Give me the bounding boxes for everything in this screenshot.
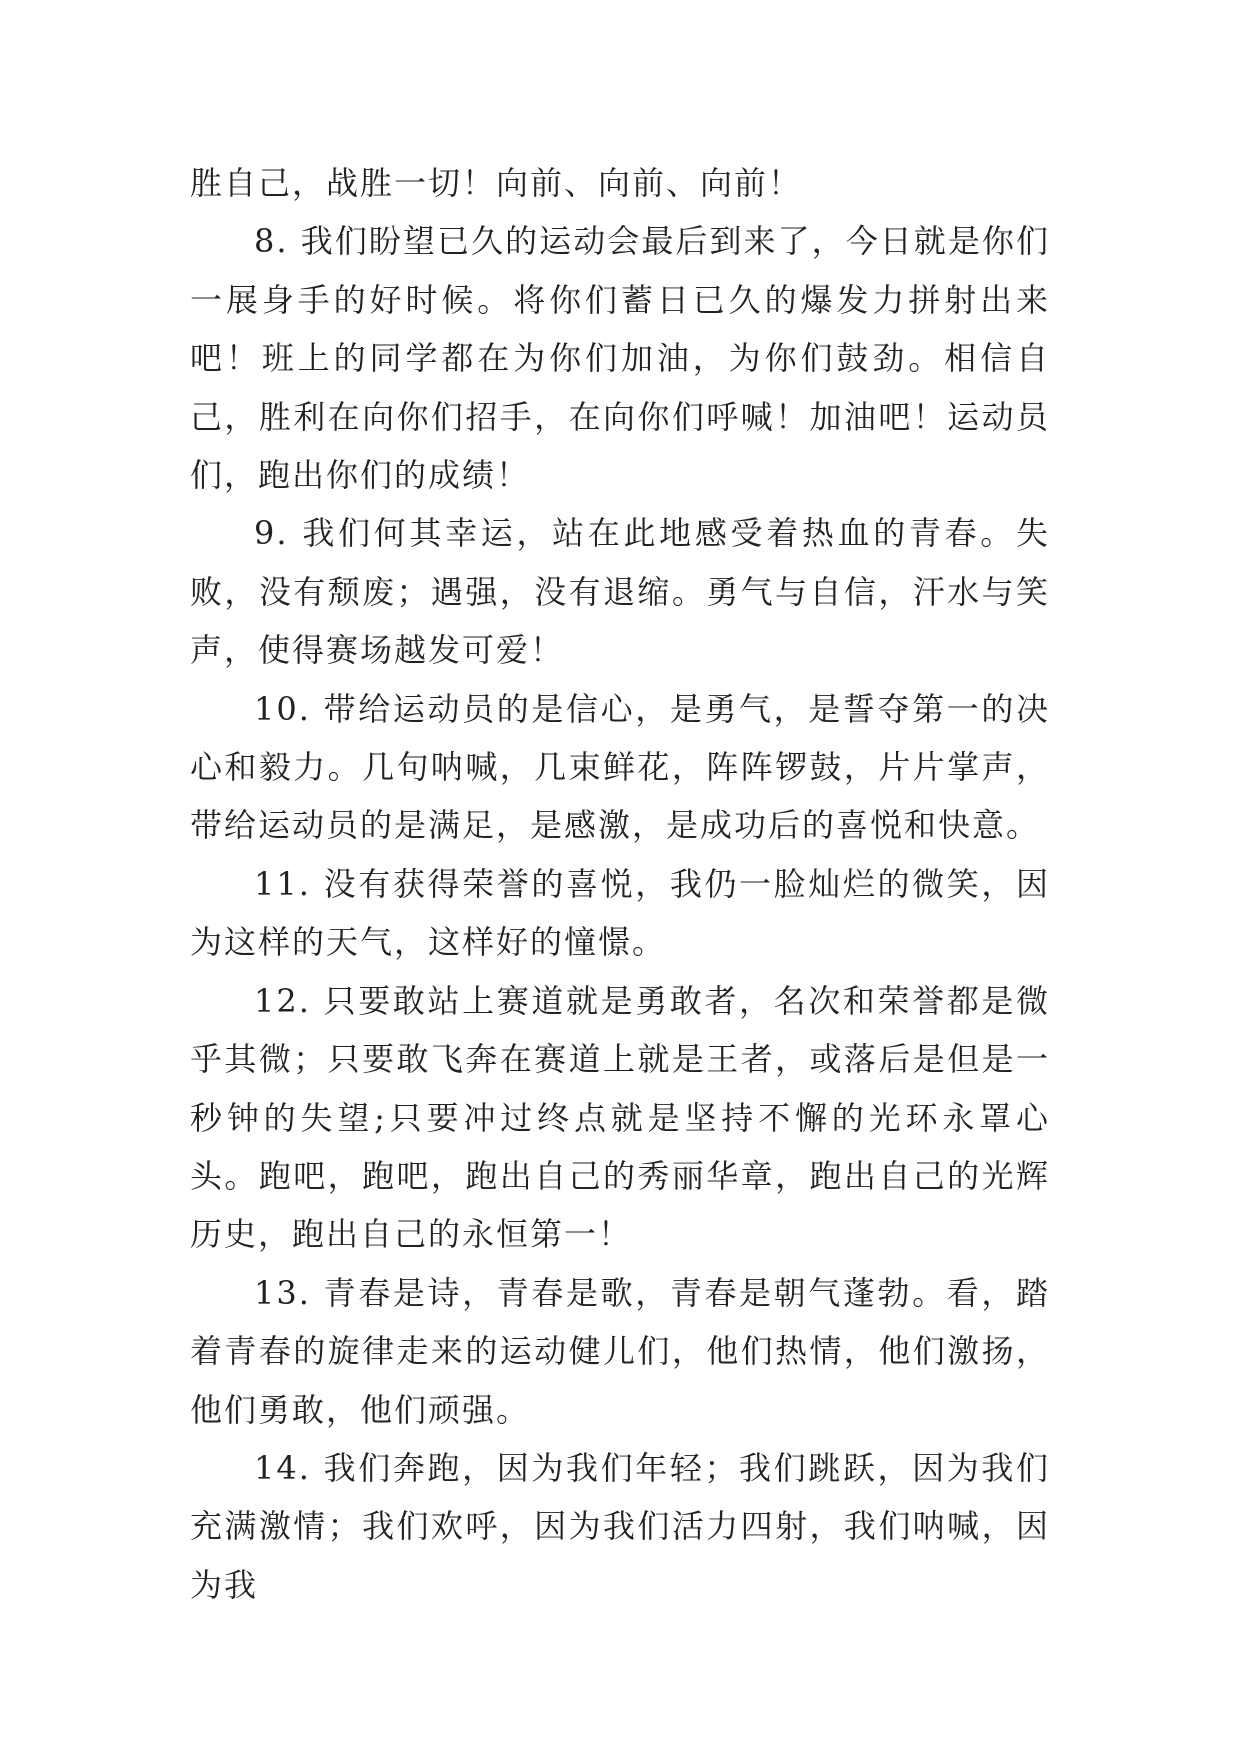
document-page <box>190 154 1050 1614</box>
paragraph-item-11: 11. 没有获得荣誉的喜悦，我仍一脸灿烂的微笑，因为这样的天气，这样好的憧憬。 <box>190 864 1050 962</box>
paragraph-item-8: 8. 我们盼望已久的运动会最后到来了，今日就是你们一展身手的好时候。将你们蓄日已久的爆发力拼射出来吧！班上的同学都在为你们加油，为你们鼓劲。相信自己，胜利在向你们招手，在向你们呼喊！加油吧！运动员们，跑出你们的成绩！ <box>190 222 1050 495</box>
paragraph-item-14: 14. 我们奔跑，因为我们年轻；我们跳跃，因为我们充满激情；我们欢呼，因为我们活力四射，我们呐喊，因为我 <box>190 1448 1050 1604</box>
paragraph-item-9: 9. 我们何其幸运，站在此地感受着热血的青春。失败，没有颓废；遇强，没有退缩。勇气与自信，汗水与笑声，使得赛场越发可爱！ <box>190 514 1050 670</box>
paragraph-item-12: 12. 只要敢站上赛道就是勇敢者，名次和荣誉都是微乎其微；只要敢飞奔在赛道上就是王者，或落后是但是一秒钟的失望;只要冲过终点就是坚持不懈的光环永罩心头。跑吧，跑吧，跑出自己的秀丽华章，跑出自己的光辉历史，跑出自己的永恒第一！ <box>190 981 1050 1254</box>
paragraph-item-13: 13. 青春是诗，青春是歌，青春是朝气蓬勃。看，踏着青春的旋律走来的运动健儿们，他们热情，他们激扬，他们勇敢，他们顽强。 <box>190 1273 1050 1429</box>
paragraph-continuation: 胜自己，战胜一切！向前、向前、向前！ <box>190 164 803 202</box>
paragraph-item-10: 10. 带给运动员的是信心，是勇气，是誓夺第一的决心和毅力。几句呐喊，几束鲜花，阵阵锣鼓，片片掌声，带给运动员的是满足，是感激，是成功后的喜悦和快意。 <box>190 689 1050 845</box>
